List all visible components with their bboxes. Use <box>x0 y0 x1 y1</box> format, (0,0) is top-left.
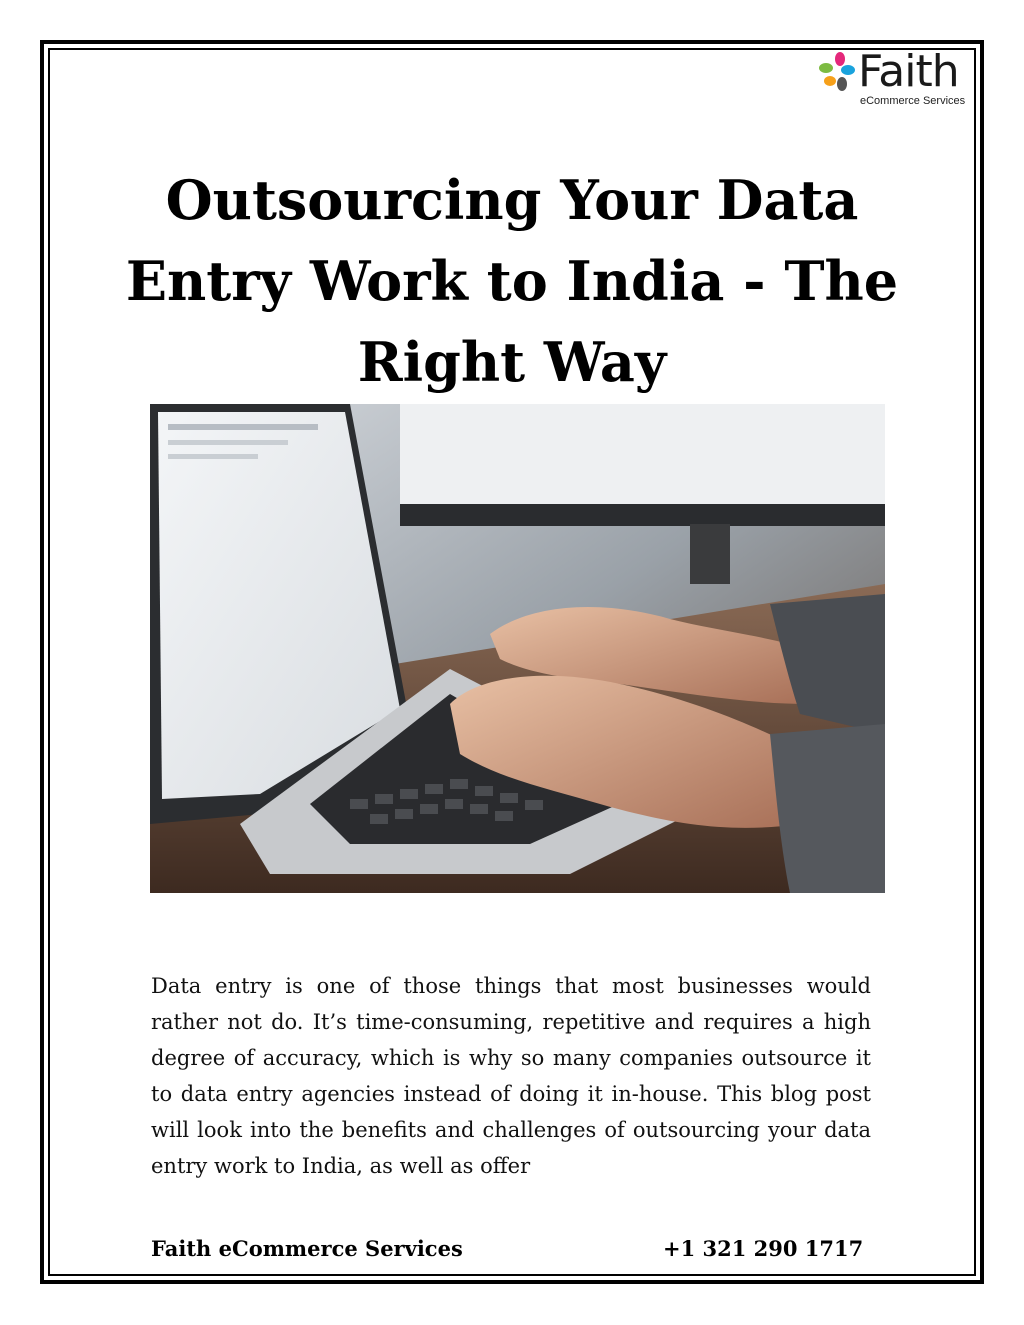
document-title: Outsourcing Your Data Entry Work to India - The Right Way <box>125 168 899 394</box>
company-logo <box>818 46 978 110</box>
logo-tagline: eCommerce Services <box>860 95 966 107</box>
hero-image <box>150 404 885 893</box>
laptop-typing-photo <box>150 404 885 893</box>
intro-paragraph: Data entry is one of those things that most businesses would rather not do. It’s time-consuming, repetitive and requires a high degree of accuracy, which is why so many companies outsource it to data entry agencies instead of doing it in-house. This blog post will look into the benefits and challenges of outsourcing your data entry work to India, as well as offer <box>151 974 871 1178</box>
flower-logo-icon <box>818 50 856 96</box>
footer-company-name: Faith eCommerce Services <box>151 1236 463 1261</box>
footer-phone-number: +1 321 290 1717 <box>663 1236 864 1261</box>
logo-wordmark: Faith <box>858 46 959 97</box>
